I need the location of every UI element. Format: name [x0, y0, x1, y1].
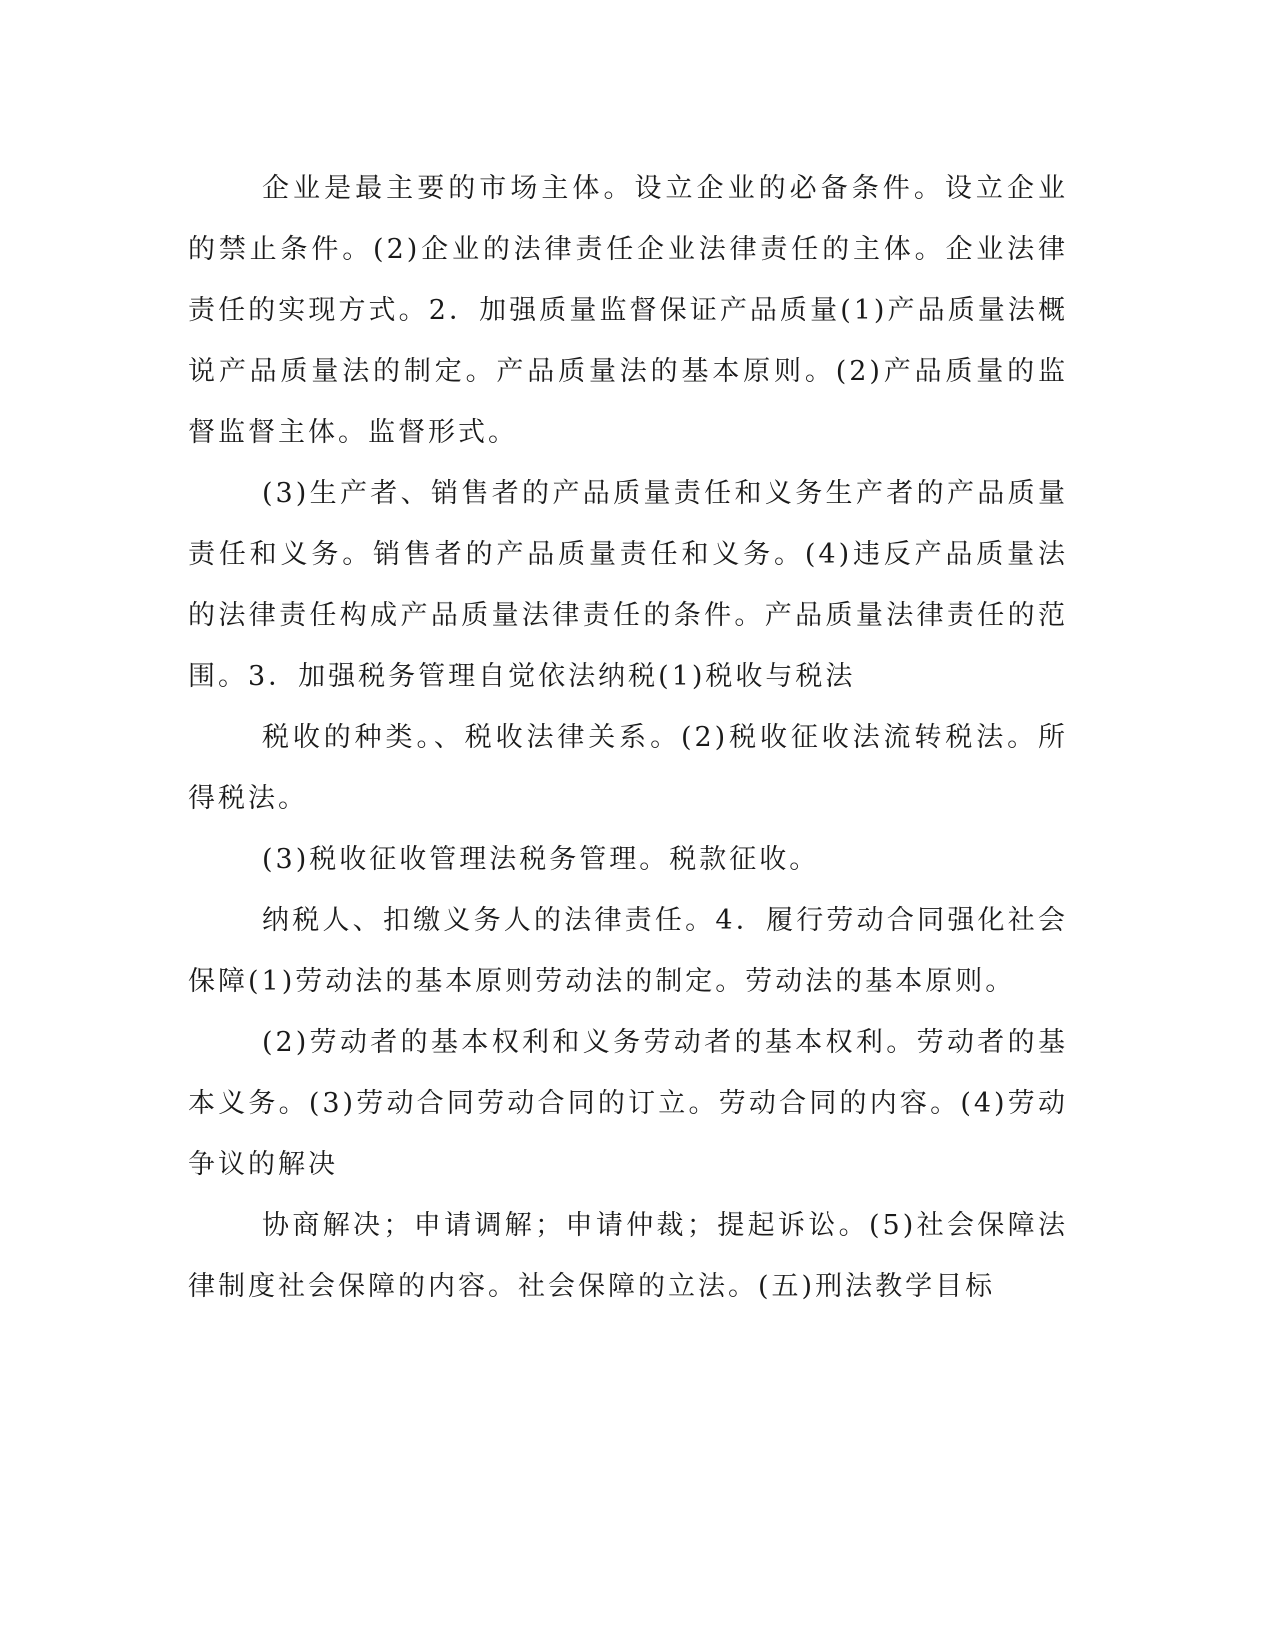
- paragraph-2: (3)生产者、销售者的产品质量责任和义务生产者的产品质量责任和义务。销售者的产品质量责任和义务。(4)违反产品质量法的法律责任构成产品质量法律责任的条件。产品质量法律责任的范围。3．加强税务管理自觉依法纳税(1)税收与税法: [188, 478, 1068, 692]
- paragraph-5: 纳税人、扣缴义务人的法律责任。4．履行劳动合同强化社会保障(1)劳动法的基本原则劳动法的制定。劳动法的基本原则。: [188, 905, 1068, 997]
- paragraph-3: 税收的种类。、税收法律关系。(2)税收征收法流转税法。所得税法。: [188, 722, 1068, 814]
- document-body: [188, 158, 1068, 1317]
- paragraph-7: 协商解决；申请调解；申请仲裁；提起诉讼。(5)社会保障法律制度社会保障的内容。社会保障的立法。(五)刑法教学目标: [188, 1210, 1068, 1302]
- paragraph-4: (3)税收征收管理法税务管理。税款征收。: [262, 844, 820, 875]
- paragraph-6: (2)劳动者的基本权利和义务劳动者的基本权利。劳动者的基本义务。(3)劳动合同劳动合同的订立。劳动合同的内容。(4)劳动争议的解决: [188, 1027, 1068, 1180]
- paragraph-1: 企业是最主要的市场主体。设立企业的必备条件。设立企业的禁止条件。(2)企业的法律责任企业法律责任的主体。企业法律责任的实现方式。2．加强质量监督保证产品质量(1)产品质量法概说产品质量法的制定。产品质量法的基本原则。(2)产品质量的监督监督主体。监督形式。: [188, 173, 1068, 448]
